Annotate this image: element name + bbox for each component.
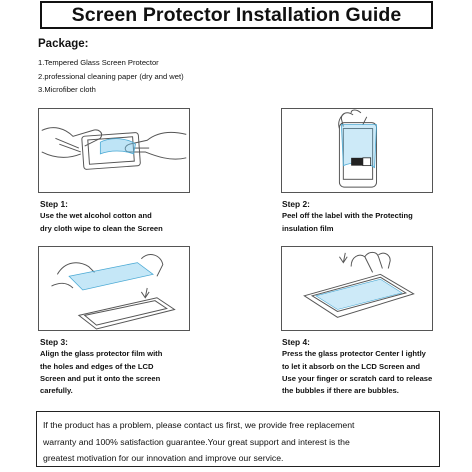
step-line: to let it absorb on the LCD Screen and (282, 361, 420, 371)
step-2-illustration (281, 108, 433, 193)
notice-text (43, 417, 433, 467)
step-2-text (282, 198, 413, 235)
press-center-icon (282, 247, 432, 330)
package-item: 2.professional cleaning paper (dry and wet) (38, 71, 184, 81)
step-line: Use your finger or scratch card to release (282, 373, 433, 383)
step-3-illustration (38, 246, 190, 331)
notice-line: warranty and 100% satisfaction guarantee.Your great support and interest is the (43, 436, 350, 447)
step-1-illustration (38, 108, 190, 193)
page-title: Screen Protector Installation Guide (71, 3, 402, 26)
package-item: 1.Tempered Glass Screen Protector (38, 58, 159, 67)
package-list (38, 56, 184, 97)
step-title: Step 4: (282, 337, 310, 347)
step-line: Align the glass protector film with (40, 349, 163, 359)
step-line: insulation film (282, 223, 334, 233)
package-item: 3.Microfiber cloth (38, 85, 96, 94)
align-glass-icon (39, 247, 189, 330)
peel-label-icon (282, 109, 432, 192)
step-title: Step 3: (40, 337, 68, 347)
step-line: the holes and edges of the LCD (40, 361, 154, 371)
step-1-text (40, 198, 163, 235)
step-line: Press the glass protector Center l ightly (282, 349, 426, 359)
notice-line: greatest motivation for our innovation and improve our service. (43, 453, 284, 463)
step-title: Step 1: (40, 199, 68, 209)
step-line: Peel off the label with the Protecting (282, 211, 413, 221)
step-4-text (282, 336, 432, 397)
step-line: the bubbles if there are bubbles. (282, 386, 399, 396)
title-box (40, 1, 433, 29)
step-title: Step 2: (282, 199, 310, 209)
cleaning-hands-icon (39, 109, 189, 192)
step-line: Screen and put it onto the screen (40, 373, 161, 383)
step-3-text (40, 336, 162, 397)
step-line: carefully. (40, 386, 73, 396)
step-line: Use the wet alcohol cotton and (40, 211, 152, 221)
package-heading: Package: (38, 38, 89, 50)
support-notice (36, 411, 440, 467)
step-4-illustration (281, 246, 433, 331)
notice-line: If the product has a problem, please contact us first, we provide free replacement (43, 420, 355, 430)
step-line: dry cloth wipe to clean the Screen (40, 223, 163, 233)
